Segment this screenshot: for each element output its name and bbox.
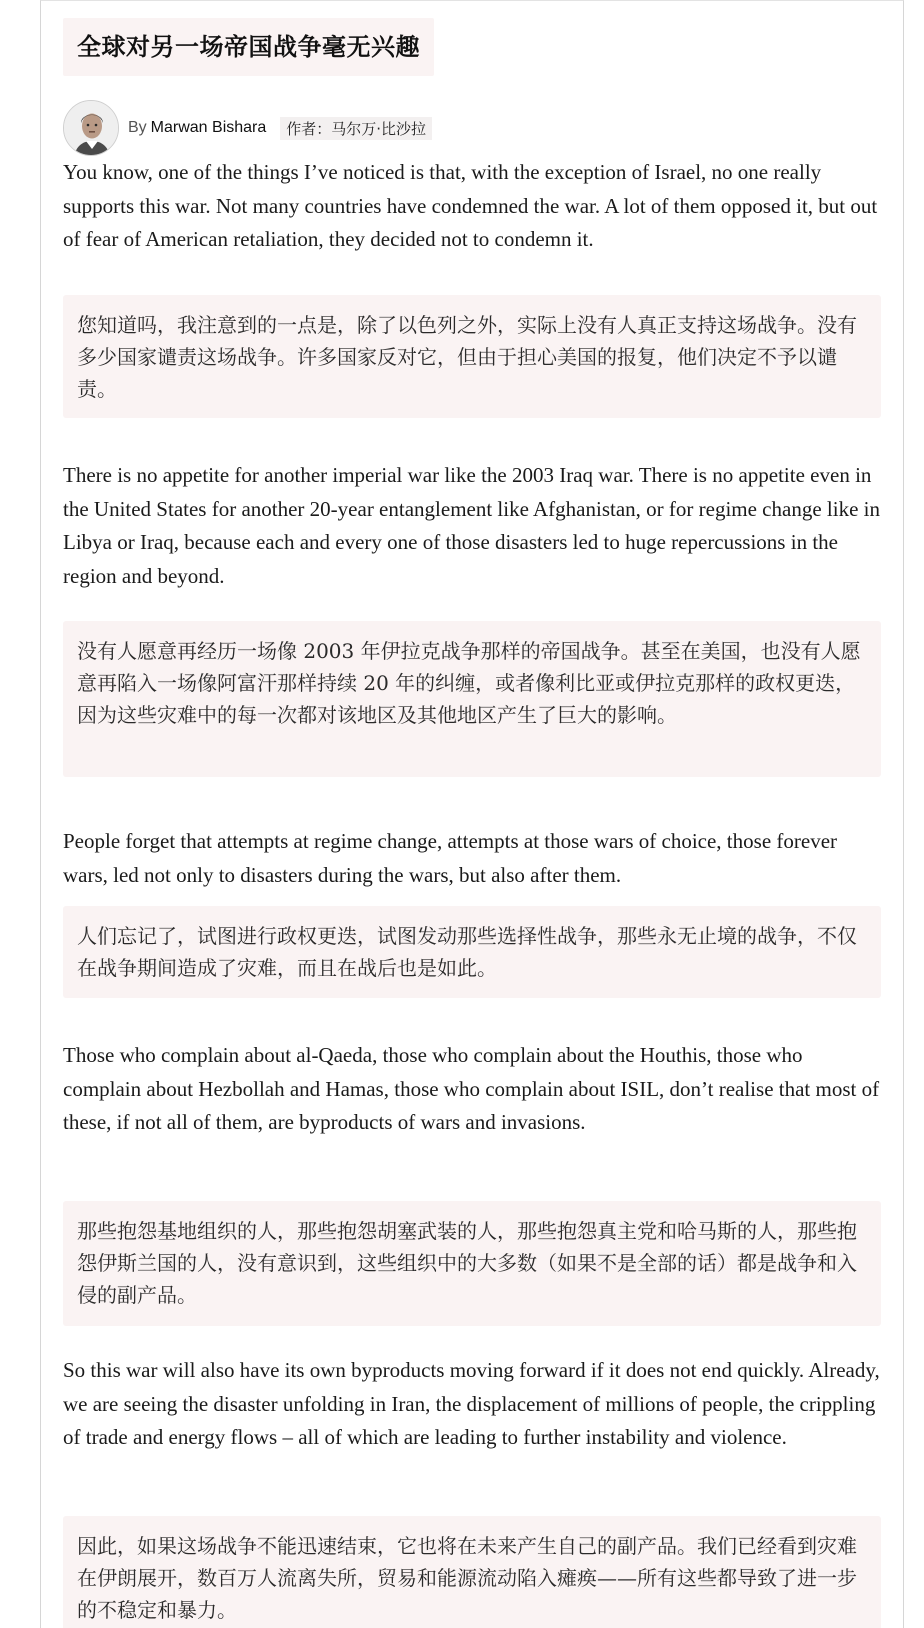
paragraph-chinese: 没有人愿意再经历一场像 2003 年伊拉克战争那样的帝国战争。甚至在美国，也没有人愿意再陷入一场像阿富汗那样持续 20 年的纠缠，或者像利比亚或伊拉克那样的政权更迭，因为这些灾难中的每一次都对该地区及其他地区产生了巨大的影响。 [63,621,881,777]
byline-text [128,117,432,140]
paragraph-english: You know, one of the things I’ve noticed is that, with the exception of Israel, no one really supports this war. Not many countries have condemned the war. A lot of them opposed it, but out of fear of American retaliation, they decided not to condemn it. [63,160,878,251]
section-heading-box [63,18,434,76]
author-portrait-icon[interactable] [63,100,119,156]
byline [63,100,432,156]
by-label: By [128,119,147,136]
paragraph-chinese: 您知道吗，我注意到的一点是，除了以色列之外，实际上没有人真正支持这场战争。没有多少国家谴责这场战争。许多国家反对它，但由于担心美国的报复，他们决定不予以谴责。 [63,295,881,418]
section-heading: 全球对另一场帝国战争毫无兴趣 [77,33,420,61]
paragraph-chinese: 人们忘记了，试图进行政权更迭，试图发动那些选择性战争，那些永无止境的战争，不仅在战争期间造成了灾难，而且在战后也是如此。 [63,906,881,998]
author-name-translation: 作者：马尔万·比沙拉 [280,117,432,140]
author-name-link[interactable]: Marwan Bishara [150,119,267,136]
paragraph-chinese: 那些抱怨基地组织的人，那些抱怨胡塞武装的人，那些抱怨真主党和哈马斯的人，那些抱怨伊斯兰国的人，没有意识到，这些组织中的大多数（如果不是全部的话）都是战争和入侵的副产品。 [63,1201,881,1326]
paragraph-english: There is no appetite for another imperial war like the 2003 Iraq war. There is no appetite even in the United States for another 20-year entanglement like Afghanistan, or for regime change like in Libya or Iraq, because each and every one of those disasters led to huge repercussions in the region and beyond. [63,463,880,588]
paragraph-chinese: 因此，如果这场战争不能迅速结束，它也将在未来产生自己的副产品。我们已经看到灾难在伊朗展开，数百万人流离失所，贸易和能源流动陷入瘫痪——所有这些都导致了进一步的不稳定和暴力。 [63,1516,881,1628]
paragraph-english: People forget that attempts at regime change, attempts at those wars of choice, those forever wars, led not only to disasters during the wars, but also after them. [63,829,838,887]
paragraph-english: Those who complain about al-Qaeda, those who complain about the Houthis, those who complain about Hezbollah and Hamas, those who complain about ISIL, don’t realise that most of these, if not all of them, are byproducts of wars and invasions. [63,1043,880,1134]
paragraph-english: So this war will also have its own byproducts moving forward if it does not end quickly. Already, we are seeing the disaster unfolding in Iran, the displacement of millions of people, the crippling of trade and energy flows – all of which are leading to further instability and violence. [63,1358,880,1449]
